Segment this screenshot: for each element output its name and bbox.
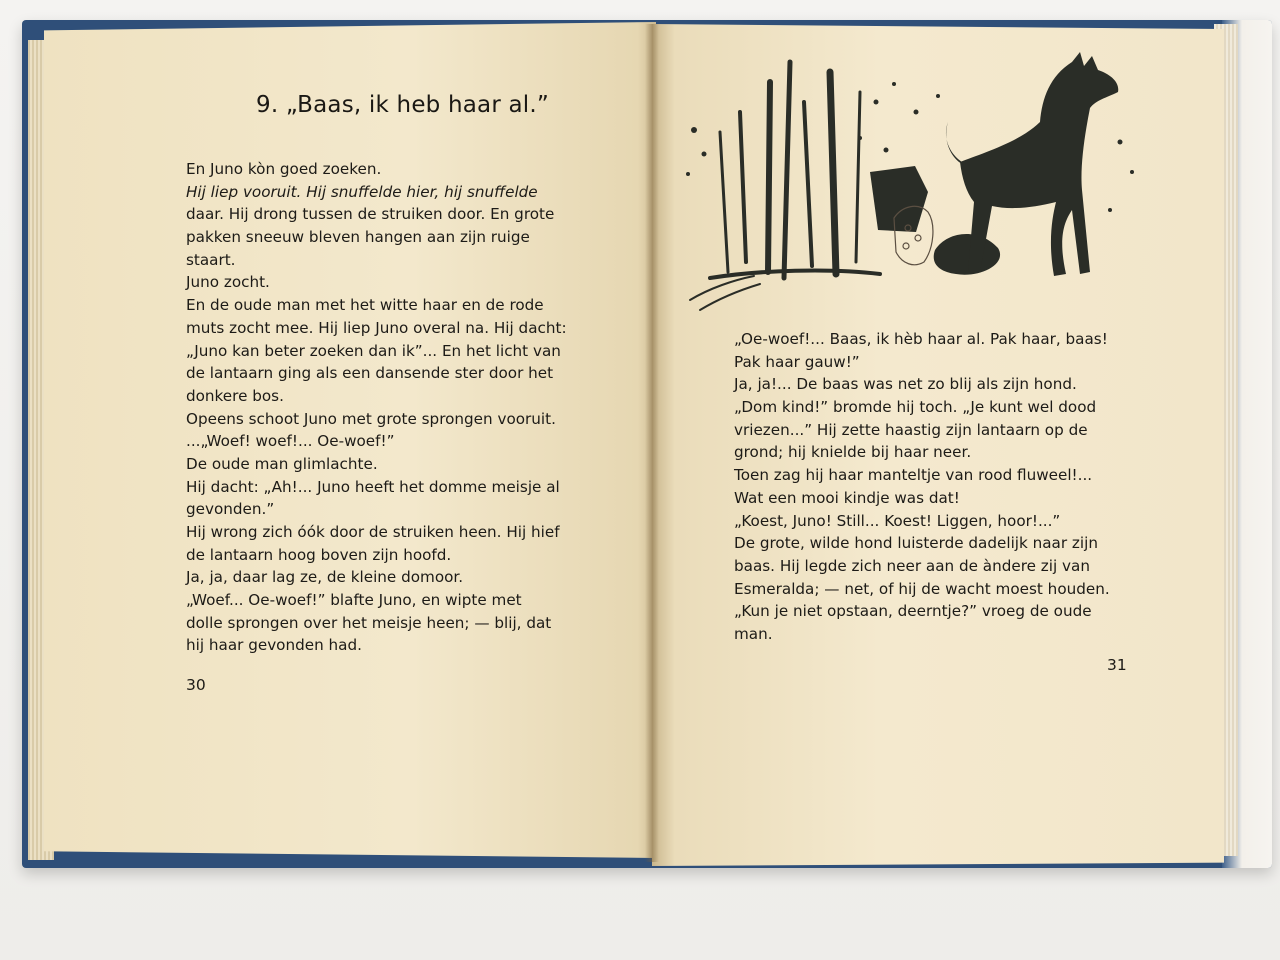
text-line: grond; hij knielde bij haar neer. bbox=[734, 443, 972, 462]
text-line: muts zocht mee. Hij liep Juno overal na. Hij dacht: bbox=[186, 318, 567, 337]
left-page-text bbox=[186, 158, 581, 657]
text-line: Toen zag hij haar manteltje van rood fluweel!... bbox=[734, 466, 1093, 485]
text-line: De grote, wilde hond luisterde dadelijk naar zijn bbox=[734, 534, 1098, 553]
chapter-title: 9. „Baas, ik heb haar al.” bbox=[256, 92, 550, 118]
text-line: „Dom kind!” bromde hij toch. „Je kunt wel dood bbox=[734, 398, 1097, 417]
text-line: Ja, ja, daar lag ze, de kleine domoor. bbox=[186, 568, 464, 587]
text-line: daar. Hij drong tussen de struiken door. En grote bbox=[186, 205, 555, 224]
text-line: dolle sprongen over het meisje heen; — blij, dat bbox=[186, 613, 552, 632]
text-line: Esmeralda; — net, of hij de wacht moest houden. bbox=[734, 579, 1110, 598]
text-line: „Kun je niet opstaan, deerntje?” vroeg de oude bbox=[734, 602, 1092, 621]
text-line: De oude man glimlachte. bbox=[186, 454, 378, 473]
text-line: de lantaarn hoog boven zijn hoofd. bbox=[186, 545, 452, 564]
text-line: Pak haar gauw!” bbox=[734, 352, 860, 371]
text-line: „Koest, Juno! Still... Koest! Liggen, hoor!...” bbox=[734, 511, 1061, 530]
text-line: En Juno kòn goed zoeken. bbox=[186, 160, 382, 178]
book-gutter bbox=[645, 24, 659, 862]
text-line: hij haar gevonden had. bbox=[186, 636, 362, 655]
text-line: Hij liep vooruit. Hij snuffelde hier, hij snuffelde bbox=[186, 182, 538, 201]
text-line: baas. Hij legde zich neer aan de àndere zij van bbox=[734, 556, 1090, 575]
text-line: Hij dacht: „Ah!... Juno heeft het domme meisje al bbox=[186, 477, 560, 496]
text-line: Ja, ja!... De baas was net zo blij als zijn hond. bbox=[734, 375, 1077, 394]
page-number-right: 31 bbox=[1107, 656, 1127, 674]
text-line: „Woef... Oe-woef!” blafte Juno, en wipte met bbox=[186, 591, 522, 610]
text-line: donkere bos. bbox=[186, 386, 284, 405]
text-line: ...„Woef! woef!... Oe-woef!” bbox=[186, 432, 395, 451]
text-line: Juno zocht. bbox=[186, 273, 270, 292]
text-line: staart. bbox=[186, 250, 236, 269]
text-line: de lantaarn ging als een dansende ster door het bbox=[186, 364, 554, 383]
text-line: Hij wrong zich óók door de struiken heen. Hij hief bbox=[186, 523, 560, 541]
page-number-left: 30 bbox=[186, 676, 206, 694]
dog-illustration bbox=[680, 42, 1150, 314]
text-line: „Juno kan beter zoeken dan ik”... En het licht van bbox=[186, 341, 561, 360]
text-line: man. bbox=[734, 624, 773, 643]
text-line: gevonden.” bbox=[186, 500, 275, 519]
text-line: „Oe-woef!... Baas, ik hèb haar al. Pak haar, baas! bbox=[734, 330, 1108, 348]
text-line: pakken sneeuw bleven hangen aan zijn ruige bbox=[186, 228, 530, 247]
text-line: vriezen...” Hij zette haastig zijn lantaarn op de bbox=[734, 420, 1088, 439]
text-line: Opeens schoot Juno met grote sprongen vooruit. bbox=[186, 409, 556, 428]
right-page-text bbox=[734, 328, 1124, 646]
text-line: En de oude man met het witte haar en de rode bbox=[186, 296, 544, 315]
text-line: Wat een mooi kindje was dat! bbox=[734, 488, 960, 507]
